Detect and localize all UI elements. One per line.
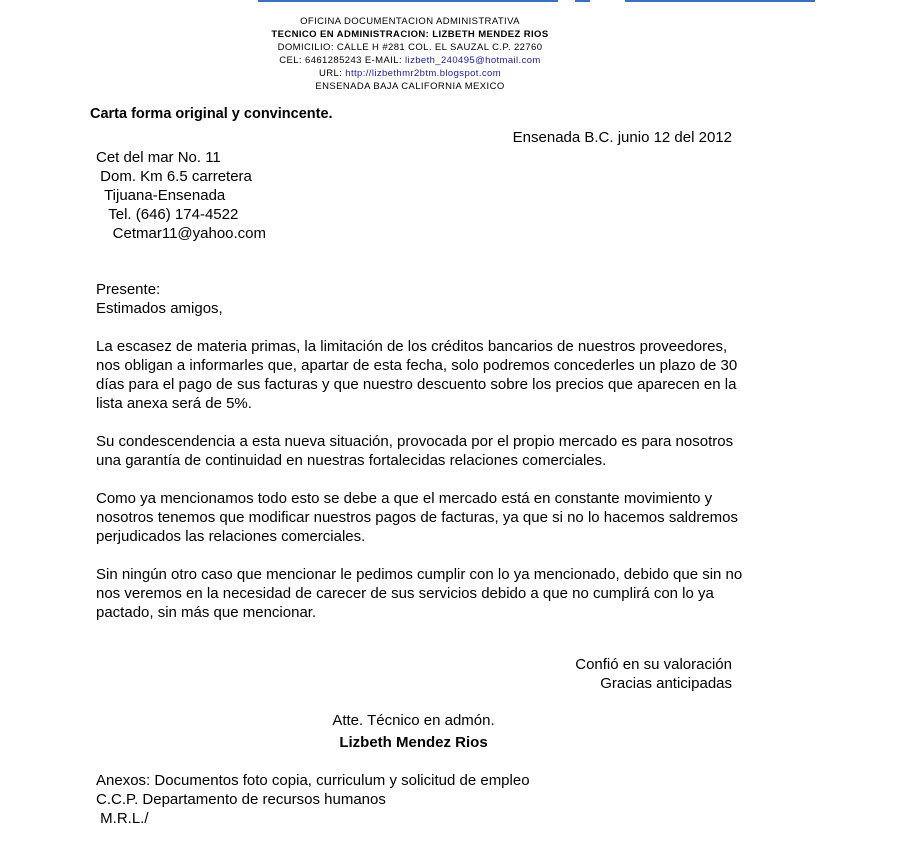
salutation-greeting: Estimados amigos,	[96, 300, 223, 317]
letter-body	[96, 280, 746, 622]
top-rule-mid	[575, 0, 590, 2]
annex-line: Anexos: Documentos foto copia, curriculum y solicitud de empleo	[96, 772, 530, 789]
recipient-address: Dom. Km 6.5 carretera	[96, 168, 252, 185]
closing-line-1: Confió en su valoración	[575, 656, 732, 673]
recipient-phone: Tel. (646) 174-4522	[96, 206, 239, 223]
letter-date: Ensenada B.C. junio 12 del 2012	[512, 129, 732, 146]
recipient-block	[96, 148, 266, 243]
email-link[interactable]: lizbeth_240495@hotmail.com	[405, 55, 541, 66]
recipient-name: Cet del mar No. 11	[96, 149, 221, 166]
letterhead-url-line	[200, 67, 620, 80]
paragraph-1: La escasez de materia primas, la limitación de los créditos bancarios de nuestros proveedores, nos obligan a informarles que, apartar de esta fecha, solo podremos concederles un plazo de 30 días para el pago de sus facturas y que nuestro descuento sobre los precios que aparecen en la lista anexa será de 5%.	[96, 338, 738, 412]
letterhead-contact	[200, 54, 620, 67]
url-prefix: URL:	[318, 68, 346, 79]
top-rule-right	[625, 0, 815, 2]
letterhead-address: DOMICILIO: CALLE H #281 COL. EL SAUZAL C.P. 22760	[277, 42, 543, 53]
signature-title: Atte. Técnico en admón.	[332, 712, 495, 729]
paragraph-3: Como ya mencionamos todo esto se debe a que el mercado está en constante movimiento y nosotros tenemos que modificar nuestros pagos de facturas, ya que si no lo hacemos saldremos perjudicados las relaciones comerciales.	[96, 490, 739, 545]
letterhead-office: OFICINA DOCUMENTACION ADMINISTRATIVA	[300, 16, 520, 27]
closing-line-2: Gracias anticipadas	[600, 675, 732, 692]
closing-block	[575, 655, 732, 693]
top-rule-left	[258, 0, 558, 2]
letterhead-phone: CEL: 6461285243 E-MAIL:	[279, 55, 406, 66]
letter-subject: Carta forma original y convincente.	[90, 106, 333, 122]
paragraph-2: Su condescendencia a esta nueva situación, provocada por el propio mercado es para nosotros una garantía de continuidad en nuestras fortalecidas relaciones comerciales.	[96, 433, 734, 469]
ccp-line: C.C.P. Departamento de recursos humanos	[96, 791, 386, 808]
letterhead-name: TECNICO EN ADMINISTRACION: LIZBETH MENDEZ RIOS	[271, 29, 549, 40]
recipient-city: Tijuana-Ensenada	[96, 187, 226, 204]
recipient-email: Cetmar11@yahoo.com	[96, 225, 267, 242]
salutation-presente: Presente:	[96, 281, 161, 298]
initials-line: M.R.L./	[96, 810, 149, 827]
annex-block	[96, 771, 530, 828]
signature-name: Lizbeth Mendez Rios	[339, 734, 488, 751]
paragraph-4: Sin ningún otro caso que mencionar le pedimos cumplir con lo ya mencionado, debido que sin no nos veremos en la necesidad de carecer de sus servicios debido a que no cumplirá con lo ya pactado, sin más que mencionar.	[96, 566, 743, 621]
letterhead-city: ENSENADA BAJA CALIFORNIA MEXICO	[315, 81, 505, 92]
url-link[interactable]: http://lizbethmr2btm.blogspot.com	[345, 68, 502, 79]
letterhead	[200, 15, 620, 93]
